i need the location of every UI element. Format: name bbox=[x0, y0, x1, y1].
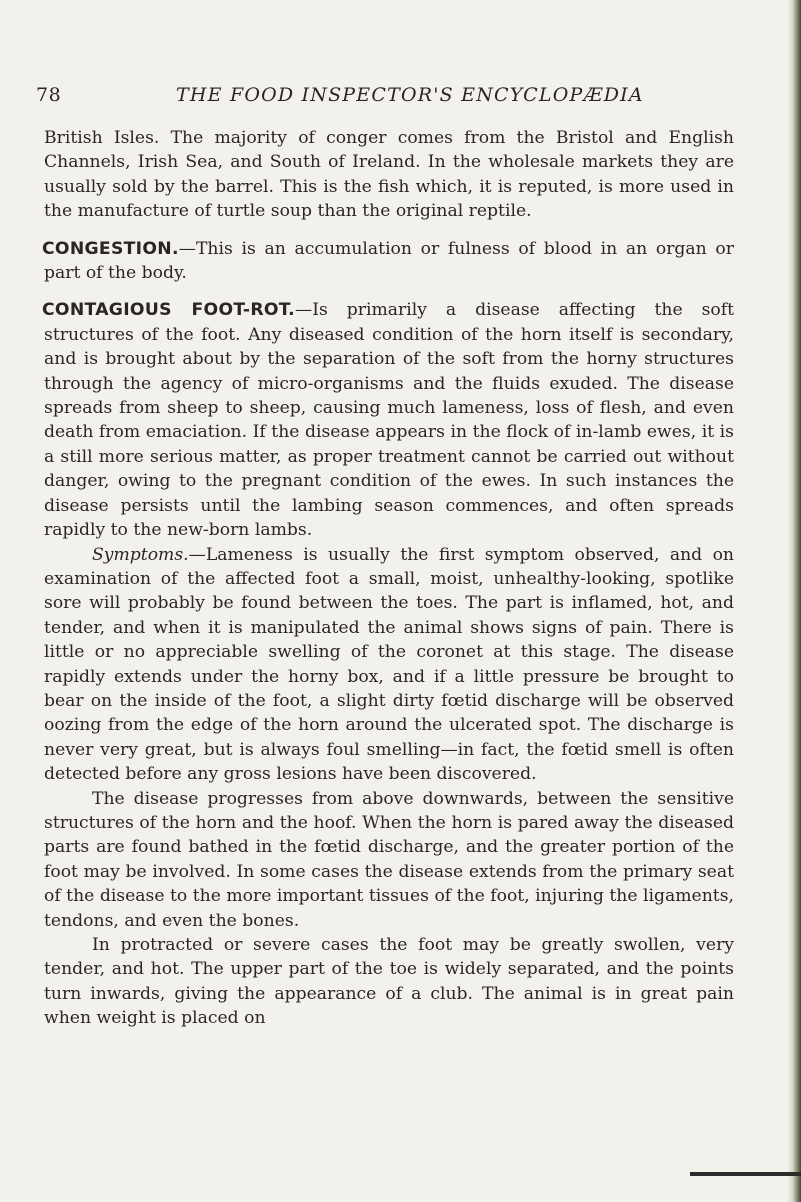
entry-contagious-foot-rot bbox=[44, 298, 734, 542]
page-header bbox=[36, 84, 726, 110]
running-title: THE FOOD INSPECTOR'S ENCYCLOPÆDIA bbox=[176, 84, 644, 106]
headword-contagious-foot-rot: CONTAGIOUS FOOT-ROT. bbox=[42, 300, 296, 321]
binding-edge bbox=[787, 0, 801, 1202]
definition-congestion: —This is an accumulation or fulness of blood in an organ or part of the body. bbox=[44, 238, 734, 284]
page-number: 78 bbox=[36, 84, 62, 106]
paragraph-symptoms bbox=[44, 543, 734, 787]
definition-contagious-foot-rot: —Is primarily a disease affecting the soft structures of the foot. Any diseased condition of the horn itself is secondary, and is brought about by the separation of the soft from the horny structures through the agency of micro-organisms and the fluids exuded. The disease spreads from sheep to sheep, causing much lameness, loss of flesh, and even death from emaciation. If the disease appears in the flock of in-lamb ewes, it is a still more serious matter, as proper treatment cannot be carried out without danger, owing to the pregnant condition of the ewes. In such instances the disease persists until the lambing season commences, and often spreads rapidly to the new-born lambs. bbox=[44, 300, 734, 541]
headword-congestion: CONGESTION. bbox=[42, 238, 179, 259]
bottom-rule bbox=[690, 1172, 801, 1176]
paragraph-progression: The disease progresses from above downwards, between the sensitive structures of the horn and the hoof. When the horn is pared away the diseased parts are found bathed in the fœtid discharge, and the greater portion of the foot may be involved. In some cases the disease extends from the primary seat of the disease to the more important tissues of the foot, injuring the ligaments, tendons, and even the bones. bbox=[44, 788, 734, 931]
page-body bbox=[44, 126, 734, 1031]
paragraph-conger-continued: British Isles. The majority of conger comes from the Bristol and English Channels, Irish Sea, and South of Ireland. In the wholesale markets they are usually sold by the barrel. This is the fish which, it is reputed, is more used in the manufacture of turtle soup than the original reptile. bbox=[44, 128, 734, 222]
symptoms-text: —Lameness is usually the first symptom observed, and on examination of the affected foot a small, moist, unhealthy-looking, spotlike sore will probably be found between the toes. The part is inflamed, hot, and tender, and when it is manipulated the animal shows signs of pain. There is little or no appreciable swelling of the coronet at this stage. The disease rapidly extends under the horny box, and if a little pressure be brought to bear on the inside of the foot, a slight dirty fœtid discharge will be observed oozing from the edge of the horn around the ulcerated spot. The discharge is never very great, but is always foul smelling—in fact, the fœtid smell is often detected before any gross lesions have been discovered. bbox=[44, 544, 734, 785]
paragraph-protracted-cases: In protracted or severe cases the foot may be greatly swollen, very tender, and hot. The upper part of the toe is widely separated, and the points turn inwards, giving the appearance of a club. The animal is in great pain when weight is placed on bbox=[44, 935, 734, 1029]
entry-congestion bbox=[44, 237, 734, 286]
subhead-symptoms: Symptoms. bbox=[92, 544, 189, 565]
